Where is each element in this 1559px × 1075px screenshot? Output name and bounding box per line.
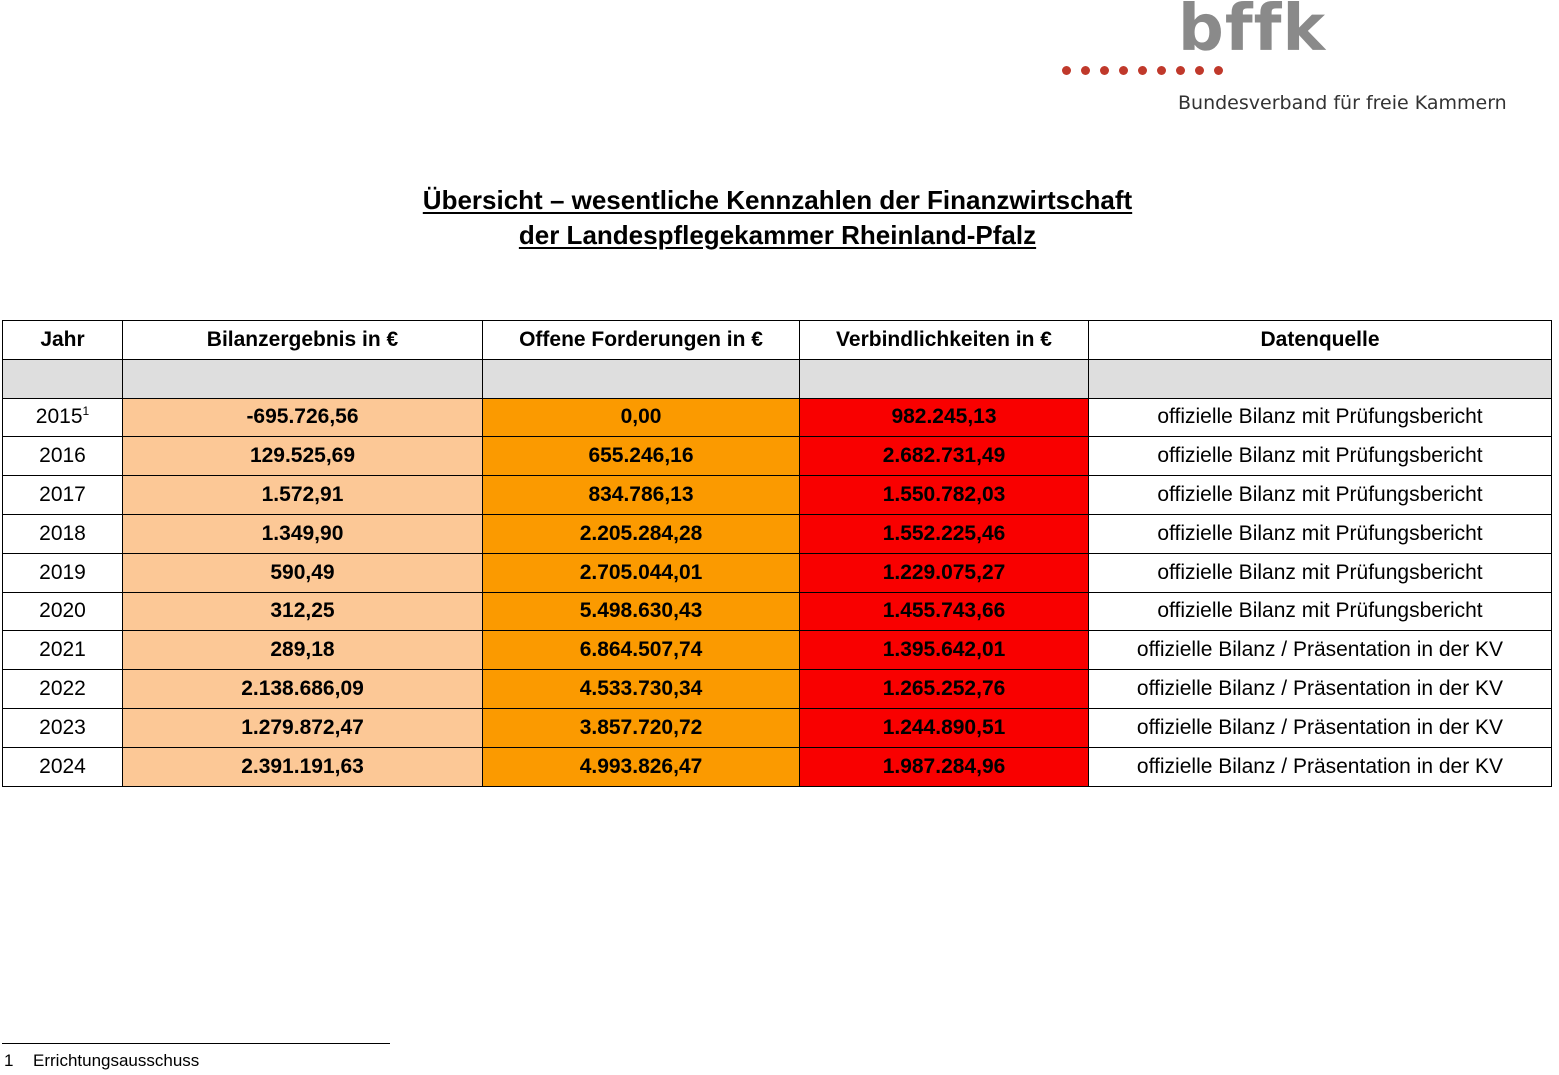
cell-verbindlichkeiten: 1.395.642,01: [800, 631, 1089, 670]
footnote-text: Errichtungsausschuss: [33, 1051, 200, 1070]
cell-jahr: 2018: [3, 514, 123, 553]
cell-bilanzergebnis: 590,49: [123, 553, 483, 592]
cell-datenquelle: offizielle Bilanz mit Prüfungsbericht: [1089, 514, 1552, 553]
cell-verbindlichkeiten: 1.244.890,51: [800, 708, 1089, 747]
logo-tagline: Bundesverband für freie Kammern: [1178, 92, 1507, 114]
logo-dot: [1176, 66, 1185, 75]
logo-dot: [1157, 66, 1166, 75]
table-row: [3, 592, 1552, 631]
footnote: [4, 1051, 199, 1071]
cell-jahr: 2016: [3, 437, 123, 476]
cell-bilanzergebnis: 2.138.686,09: [123, 670, 483, 709]
cell-verbindlichkeiten: 1.550.782,03: [800, 476, 1089, 515]
header-bilanzergebnis: Bilanzergebnis in €: [123, 321, 483, 360]
cell-offene-forderungen: 4.533.730,34: [483, 670, 800, 709]
logo-dot: [1100, 66, 1109, 75]
header-verbindlichkeiten: Verbindlichkeiten in €: [800, 321, 1089, 360]
cell-verbindlichkeiten: 1.552.225,46: [800, 514, 1089, 553]
cell-bilanzergebnis: 2.391.191,63: [123, 747, 483, 786]
cell-jahr: 2017: [3, 476, 123, 515]
cell-offene-forderungen: 655.246,16: [483, 437, 800, 476]
cell-datenquelle: offizielle Bilanz mit Prüfungsbericht: [1089, 476, 1552, 515]
table-row: [3, 476, 1552, 515]
logo-wordmark: bffk: [1178, 0, 1327, 66]
cell-jahr: 2022: [3, 670, 123, 709]
title-line-1: Übersicht – wesentliche Kennzahlen der Finanzwirtschaft: [422, 185, 1133, 215]
cell-offene-forderungen: 3.857.720,72: [483, 708, 800, 747]
cell-datenquelle: offizielle Bilanz mit Prüfungsbericht: [1089, 592, 1552, 631]
cell-verbindlichkeiten: 1.265.252,76: [800, 670, 1089, 709]
cell-verbindlichkeiten: 1.455.743,66: [800, 592, 1089, 631]
cell-bilanzergebnis: 1.349,90: [123, 514, 483, 553]
table-row: [3, 747, 1552, 786]
cell-jahr: 2021: [3, 631, 123, 670]
cell-jahr: 2020: [3, 592, 123, 631]
header-offene-forderungen: Offene Forderungen in €: [483, 321, 800, 360]
cell-datenquelle: offizielle Bilanz / Präsentation in der KV: [1089, 708, 1552, 747]
table-row: [3, 631, 1552, 670]
logo-dots: [1062, 66, 1223, 75]
footnote-number: 1: [4, 1051, 14, 1070]
cell-datenquelle: offizielle Bilanz mit Prüfungsbericht: [1089, 437, 1552, 476]
cell-jahr: 2023: [3, 708, 123, 747]
cell-offene-forderungen: 2.705.044,01: [483, 553, 800, 592]
cell-datenquelle: offizielle Bilanz / Präsentation in der KV: [1089, 670, 1552, 709]
cell-bilanzergebnis: -695.726,56: [123, 398, 483, 437]
cell-bilanzergebnis: 1.279.872,47: [123, 708, 483, 747]
cell-jahr: 2015$^1$: [3, 398, 123, 437]
cell-bilanzergebnis: 129.525,69: [123, 437, 483, 476]
finance-table: [2, 320, 1552, 787]
cell-offene-forderungen: 4.993.826,47: [483, 747, 800, 786]
table-header-row: [3, 321, 1552, 360]
cell-offene-forderungen: 0,00: [483, 398, 800, 437]
cell-datenquelle: offizielle Bilanz mit Prüfungsbericht: [1089, 553, 1552, 592]
spacer-row: [3, 359, 1552, 398]
header-datenquelle: Datenquelle: [1089, 321, 1552, 360]
cell-offene-forderungen: 6.864.507,74: [483, 631, 800, 670]
cell-bilanzergebnis: 289,18: [123, 631, 483, 670]
cell-offene-forderungen: 834.786,13: [483, 476, 800, 515]
cell-verbindlichkeiten: 982.245,13: [800, 398, 1089, 437]
logo-dot: [1214, 66, 1223, 75]
cell-datenquelle: offizielle Bilanz mit Prüfungsbericht: [1089, 398, 1552, 437]
table-row: [3, 514, 1552, 553]
title-line-2: der Landespflegekammer Rheinland-Pfalz: [518, 220, 1037, 250]
table-row: [3, 708, 1552, 747]
table-row: [3, 670, 1552, 709]
cell-verbindlichkeiten: 1.987.284,96: [800, 747, 1089, 786]
cell-jahr: 2019: [3, 553, 123, 592]
cell-datenquelle: offizielle Bilanz / Präsentation in der KV: [1089, 631, 1552, 670]
footnote-rule: [2, 1043, 390, 1044]
table-row: [3, 553, 1552, 592]
cell-offene-forderungen: 2.205.284,28: [483, 514, 800, 553]
table-row: [3, 398, 1552, 437]
header-jahr: Jahr: [3, 321, 123, 360]
logo-dot: [1138, 66, 1147, 75]
cell-bilanzergebnis: 1.572,91: [123, 476, 483, 515]
logo-dot: [1195, 66, 1204, 75]
cell-bilanzergebnis: 312,25: [123, 592, 483, 631]
logo-dot: [1119, 66, 1128, 75]
logo-dot: [1081, 66, 1090, 75]
page-title: [0, 183, 1555, 253]
cell-verbindlichkeiten: 1.229.075,27: [800, 553, 1089, 592]
bffk-logo: [1058, 0, 1554, 120]
cell-offene-forderungen: 5.498.630,43: [483, 592, 800, 631]
footnote-ref: 1: [82, 404, 90, 419]
cell-datenquelle: offizielle Bilanz / Präsentation in der KV: [1089, 747, 1552, 786]
logo-dot: [1062, 66, 1071, 75]
cell-verbindlichkeiten: 2.682.731,49: [800, 437, 1089, 476]
cell-jahr: 2024: [3, 747, 123, 786]
table-row: [3, 437, 1552, 476]
